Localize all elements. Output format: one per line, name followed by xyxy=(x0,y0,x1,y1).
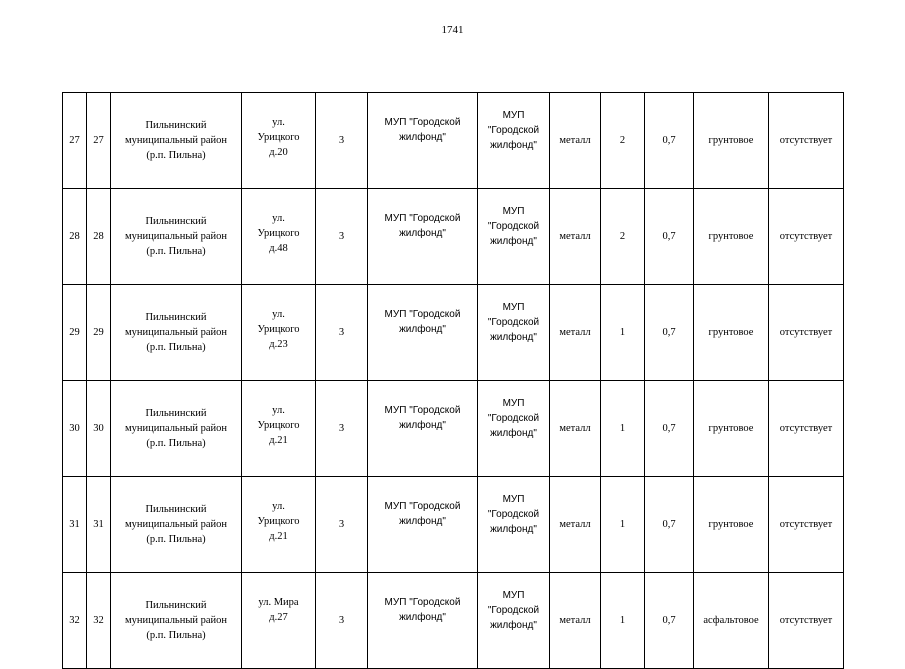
quantity-cell: 1 xyxy=(601,573,645,669)
balance-holder-cell-line: МУП "Городской xyxy=(384,213,461,224)
row-number-cell: 32 xyxy=(87,573,111,669)
address-cell xyxy=(242,285,316,381)
count-cell: 3 xyxy=(316,93,368,189)
fence-cell: отсутствует xyxy=(769,285,844,381)
fence-cell: отсутствует xyxy=(769,189,844,285)
count-cell: 3 xyxy=(316,189,368,285)
row-number-cell: 31 xyxy=(87,477,111,573)
district-cell-line: (р.п. Пильна) xyxy=(146,438,206,449)
district-cell xyxy=(111,285,242,381)
address-cell-line: Урицкого xyxy=(257,420,300,431)
address-cell-line: д.48 xyxy=(269,243,288,254)
count-cell: 3 xyxy=(316,573,368,669)
balance-holder-cell xyxy=(368,93,478,189)
district-cell-line: (р.п. Пильна) xyxy=(146,630,206,641)
district-cell-line: муниципальный район xyxy=(124,231,228,242)
count-cell: 3 xyxy=(316,285,368,381)
address-cell-line: Урицкого xyxy=(257,228,300,239)
owner-cell-line: "Городской xyxy=(487,509,540,520)
owner-cell-line: "Городской xyxy=(487,125,540,136)
district-cell xyxy=(111,189,242,285)
row-number-cell: 30 xyxy=(63,381,87,477)
district-cell xyxy=(111,477,242,573)
owner-cell-line: МУП xyxy=(502,302,525,313)
district-cell-line: муниципальный район xyxy=(124,519,228,530)
district-cell-line: муниципальный район xyxy=(124,615,228,626)
volume-cell: 0,7 xyxy=(645,477,694,573)
address-cell xyxy=(242,93,316,189)
registry-table xyxy=(62,92,844,669)
owner-cell-line: жилфонд" xyxy=(490,620,537,631)
volume-cell: 0,7 xyxy=(645,573,694,669)
district-cell-line: (р.п. Пильна) xyxy=(146,246,206,257)
owner-cell xyxy=(478,189,550,285)
balance-holder-cell-line: МУП "Городской xyxy=(384,309,461,320)
owner-cell-line: жилфонд" xyxy=(490,332,537,343)
row-number-cell: 28 xyxy=(63,189,87,285)
owner-cell xyxy=(478,381,550,477)
page-number: 1741 xyxy=(441,24,464,36)
address-cell-line: Урицкого xyxy=(257,324,300,335)
row-number-cell: 30 xyxy=(87,381,111,477)
district-cell-line: Пильнинский xyxy=(145,312,207,323)
owner-cell xyxy=(478,93,550,189)
material-cell: металл xyxy=(550,573,601,669)
balance-holder-cell-line: жилфонд" xyxy=(399,228,446,239)
balance-holder-cell xyxy=(368,285,478,381)
balance-holder-cell-line: МУП "Городской xyxy=(384,597,461,608)
address-cell-line: ул. xyxy=(272,501,285,512)
address-cell-line: д.23 xyxy=(269,339,288,350)
address-cell xyxy=(242,189,316,285)
district-cell-line: Пильнинский xyxy=(145,120,207,131)
table-row xyxy=(63,381,844,477)
district-cell-line: Пильнинский xyxy=(145,600,207,611)
address-cell-line: д.21 xyxy=(269,531,288,542)
owner-cell-line: "Городской xyxy=(487,605,540,616)
volume-cell: 0,7 xyxy=(645,285,694,381)
fence-cell: отсутствует xyxy=(769,477,844,573)
count-cell: 3 xyxy=(316,477,368,573)
fence-cell: отсутствует xyxy=(769,381,844,477)
table-row xyxy=(63,93,844,189)
surface-cell: грунтовое xyxy=(694,93,769,189)
district-cell-line: муниципальный район xyxy=(124,423,228,434)
address-cell-line: Урицкого xyxy=(257,516,300,527)
balance-holder-cell xyxy=(368,477,478,573)
address-cell xyxy=(242,381,316,477)
row-number-cell: 29 xyxy=(63,285,87,381)
quantity-cell: 2 xyxy=(601,93,645,189)
quantity-cell: 1 xyxy=(601,477,645,573)
district-cell xyxy=(111,381,242,477)
address-cell-line: ул. xyxy=(272,309,285,320)
balance-holder-cell-line: жилфонд" xyxy=(399,420,446,431)
surface-cell: грунтовое xyxy=(694,477,769,573)
balance-holder-cell xyxy=(368,381,478,477)
address-cell-line: д.21 xyxy=(269,435,288,446)
owner-cell xyxy=(478,477,550,573)
quantity-cell: 1 xyxy=(601,285,645,381)
owner-cell-line: МУП xyxy=(502,494,525,505)
district-cell xyxy=(111,93,242,189)
table-row xyxy=(63,477,844,573)
quantity-cell: 1 xyxy=(601,381,645,477)
district-cell-line: Пильнинский xyxy=(145,408,207,419)
address-cell-line: д.20 xyxy=(269,147,288,158)
material-cell: металл xyxy=(550,477,601,573)
balance-holder-cell-line: МУП "Городской xyxy=(384,405,461,416)
row-number-cell: 31 xyxy=(63,477,87,573)
address-cell-line: Урицкого xyxy=(257,132,300,143)
table-row xyxy=(63,285,844,381)
address-cell xyxy=(242,573,316,669)
volume-cell: 0,7 xyxy=(645,381,694,477)
quantity-cell: 2 xyxy=(601,189,645,285)
material-cell: металл xyxy=(550,381,601,477)
surface-cell: грунтовое xyxy=(694,285,769,381)
table-row xyxy=(63,189,844,285)
balance-holder-cell-line: жилфонд" xyxy=(399,516,446,527)
owner-cell-line: МУП xyxy=(502,110,525,121)
table-body xyxy=(63,93,844,669)
address-cell-line: д.27 xyxy=(269,612,288,623)
owner-cell-line: жилфонд" xyxy=(490,428,537,439)
surface-cell: асфальтовое xyxy=(694,573,769,669)
owner-cell-line: МУП xyxy=(502,398,525,409)
row-number-cell: 27 xyxy=(87,93,111,189)
balance-holder-cell-line: жилфонд" xyxy=(399,612,446,623)
surface-cell: грунтовое xyxy=(694,381,769,477)
row-number-cell: 28 xyxy=(87,189,111,285)
row-number-cell: 32 xyxy=(63,573,87,669)
district-cell-line: муниципальный район xyxy=(124,135,228,146)
balance-holder-cell-line: МУП "Городской xyxy=(384,501,461,512)
address-cell-line: ул. Мира xyxy=(258,597,299,608)
district-cell-line: Пильнинский xyxy=(145,504,207,515)
district-cell xyxy=(111,573,242,669)
balance-holder-cell-line: жилфонд" xyxy=(399,132,446,143)
owner-cell-line: МУП xyxy=(502,590,525,601)
volume-cell: 0,7 xyxy=(645,93,694,189)
owner-cell-line: жилфонд" xyxy=(490,140,537,151)
material-cell: металл xyxy=(550,93,601,189)
owner-cell xyxy=(478,285,550,381)
address-cell xyxy=(242,477,316,573)
owner-cell-line: "Городской xyxy=(487,221,540,232)
address-cell-line: ул. xyxy=(272,213,285,224)
owner-cell-line: жилфонд" xyxy=(490,236,537,247)
district-cell-line: муниципальный район xyxy=(124,327,228,338)
fence-cell: отсутствует xyxy=(769,573,844,669)
owner-cell xyxy=(478,573,550,669)
table-row xyxy=(63,573,844,669)
fence-cell: отсутствует xyxy=(769,93,844,189)
row-number-cell: 27 xyxy=(63,93,87,189)
owner-cell-line: "Городской xyxy=(487,317,540,328)
district-cell-line: (р.п. Пильна) xyxy=(146,534,206,545)
district-cell-line: (р.п. Пильна) xyxy=(146,342,206,353)
balance-holder-cell-line: МУП "Городской xyxy=(384,117,461,128)
owner-cell-line: жилфонд" xyxy=(490,524,537,535)
address-cell-line: ул. xyxy=(272,405,285,416)
district-cell-line: Пильнинский xyxy=(145,216,207,227)
count-cell: 3 xyxy=(316,381,368,477)
district-cell-line: (р.п. Пильна) xyxy=(146,150,206,161)
balance-holder-cell xyxy=(368,573,478,669)
owner-cell-line: "Городской xyxy=(487,413,540,424)
surface-cell: грунтовое xyxy=(694,189,769,285)
material-cell: металл xyxy=(550,285,601,381)
address-cell-line: ул. xyxy=(272,117,285,128)
material-cell: металл xyxy=(550,189,601,285)
owner-cell-line: МУП xyxy=(502,206,525,217)
balance-holder-cell-line: жилфонд" xyxy=(399,324,446,335)
row-number-cell: 29 xyxy=(87,285,111,381)
volume-cell: 0,7 xyxy=(645,189,694,285)
balance-holder-cell xyxy=(368,189,478,285)
